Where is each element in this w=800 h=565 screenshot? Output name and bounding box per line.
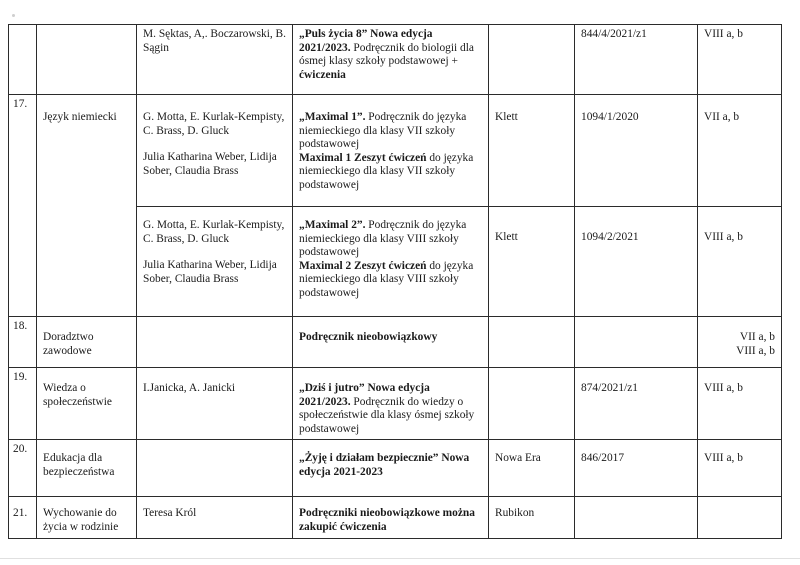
- approval-number-cell: 1094/1/2020: [575, 95, 698, 207]
- publisher-text: Nowa Era: [495, 452, 541, 465]
- classes-cell: [698, 497, 782, 539]
- authors-text: I.Janicka, A. Janicki: [143, 382, 236, 394]
- title-bold: „Dziś i jutro” Nowa edycja 2021/2023.: [299, 382, 430, 408]
- classes-text-2: VIII a, b: [736, 344, 775, 357]
- publisher-cell: Klett: [489, 207, 575, 317]
- title-cell: [293, 95, 489, 207]
- title-cell: [293, 317, 489, 368]
- table-row: [9, 317, 782, 368]
- authors-text-2: Julia Katharina Weber, Lidija Sober, Claudia Brass: [143, 259, 277, 285]
- publisher-cell: Klett: [489, 95, 575, 207]
- classes-cell: [698, 440, 782, 497]
- title-text-2: do języka niemieckiego dla klasy VIII szkoły podstawowej: [299, 259, 474, 299]
- title-bold: „Maximal 2”.: [299, 219, 366, 231]
- approval-number-cell: [575, 440, 698, 497]
- title-cell: [293, 497, 489, 539]
- authors-cell: [137, 440, 293, 497]
- approval-number-cell: 844/4/2021/z1: [575, 25, 698, 95]
- scan-speck: [12, 14, 15, 17]
- subject-cell: [37, 368, 137, 440]
- title-text: Podręcznik do języka niemieckiego dla klasy VII szkoły podstawowej: [299, 111, 467, 151]
- title-cell: [293, 25, 489, 95]
- classes-cell: [698, 317, 782, 368]
- row-number: 19.: [9, 368, 37, 440]
- classes-cell: VII a, b: [698, 95, 782, 207]
- row-number: 18.: [9, 317, 37, 368]
- row-number: 20.: [9, 440, 37, 497]
- publisher-cell: [489, 497, 575, 539]
- title-bold: „Puls życia 8” Nowa edycja 2021/2023.: [299, 28, 433, 54]
- publisher-cell: [489, 317, 575, 368]
- authors-text: Teresa Król: [143, 507, 197, 520]
- authors-text-2: Julia Katharina Weber, Lidija Sober, Claudia Brass: [143, 151, 277, 177]
- page-bottom-line: [0, 558, 800, 559]
- title-bold: „Żyję i działam bezpiecznie” Nowa edycja 2021-2023: [299, 452, 470, 478]
- subject-cell: [37, 207, 137, 317]
- approval-number-cell: [575, 368, 698, 440]
- subject-text: Język niemiecki: [43, 111, 117, 123]
- approval-number-text: 846/2017: [581, 452, 625, 465]
- approval-number-cell: 1094/2/2021: [575, 207, 698, 317]
- title-cell: [293, 368, 489, 440]
- title-bold: Podręczniki nieobowiązkowe można zakupić ćwiczenia: [299, 507, 475, 533]
- title-bold-2: Maximal 2 Zeszyt ćwiczeń: [299, 259, 427, 272]
- classes-text: VIII a, b: [704, 382, 743, 394]
- classes-cell: [698, 368, 782, 440]
- authors-cell: [137, 497, 293, 539]
- authors-cell: [137, 368, 293, 440]
- table-row: [9, 25, 782, 95]
- table-row: [9, 497, 782, 539]
- title-text: Podręcznik do biologii dla ósmej klasy szkoły podstawowej +: [299, 41, 474, 68]
- subject-text: Wychowanie do życia w rodzinie: [43, 507, 119, 533]
- classes-cell: VIII a, b: [698, 25, 782, 95]
- row-number: [9, 207, 37, 317]
- approval-number-cell: [575, 317, 698, 368]
- publisher-cell: [489, 25, 575, 95]
- approval-number-cell: [575, 497, 698, 539]
- row-number: 21.: [9, 497, 37, 539]
- classes-text: VII a, b: [739, 331, 775, 343]
- subject-cell: [37, 95, 137, 207]
- subject-cell: [37, 497, 137, 539]
- authors-text: G. Motta, E. Kurlak-Kempisty, C. Brass, D. Gluck: [143, 219, 285, 245]
- title-bold-2: ćwiczenia: [299, 68, 346, 81]
- subject-text: Edukacja dla bezpieczeństwa: [43, 452, 115, 478]
- title-cell: [293, 440, 489, 497]
- classes-cell: VIII a, b: [698, 207, 782, 317]
- authors-text: G. Motta, E. Kurlak-Kempisty, C. Brass, D. Gluck: [143, 111, 285, 137]
- title-bold-2: Maximal 1 Zeszyt ćwiczeń: [299, 151, 427, 164]
- publisher-cell: [489, 440, 575, 497]
- publisher-text: Rubikon: [495, 507, 535, 520]
- classes-text: VIII a, b: [704, 452, 743, 465]
- row-number: [9, 25, 37, 95]
- subject-cell: [37, 440, 137, 497]
- authors-cell: [137, 207, 293, 317]
- authors-cell: M. Sęktas, A,. Boczarowski, B. Sągin: [137, 25, 293, 95]
- subject-cell: [37, 25, 137, 95]
- title-text-2: do języka niemieckiego dla klasy VII szkoły podstawowej: [299, 151, 474, 191]
- publisher-cell: [489, 368, 575, 440]
- textbook-table: [8, 24, 782, 539]
- title-text: Podręcznik do wiedzy o społeczeństwie dla klasy ósmej szkoły podstawowej: [299, 395, 475, 435]
- title-bold: Podręcznik nieobowiązkowy: [299, 331, 438, 343]
- table-row: [9, 207, 782, 317]
- subject-cell: [37, 317, 137, 368]
- table-row: [9, 95, 782, 207]
- subject-text: Wiedza o społeczeństwie: [43, 382, 112, 408]
- table-row: [9, 368, 782, 440]
- title-bold: „Maximal 1”.: [299, 111, 366, 123]
- authors-cell: [137, 317, 293, 368]
- title-cell: [293, 207, 489, 317]
- authors-cell: [137, 95, 293, 207]
- table-row: [9, 440, 782, 497]
- approval-number-text: 874/2021/z1: [581, 382, 638, 394]
- row-number: 17.: [9, 95, 37, 207]
- title-text: Podręcznik do języka niemieckiego dla klasy VIII szkoły podstawowej: [299, 219, 467, 259]
- subject-text: Doradztwo zawodowe: [43, 331, 94, 357]
